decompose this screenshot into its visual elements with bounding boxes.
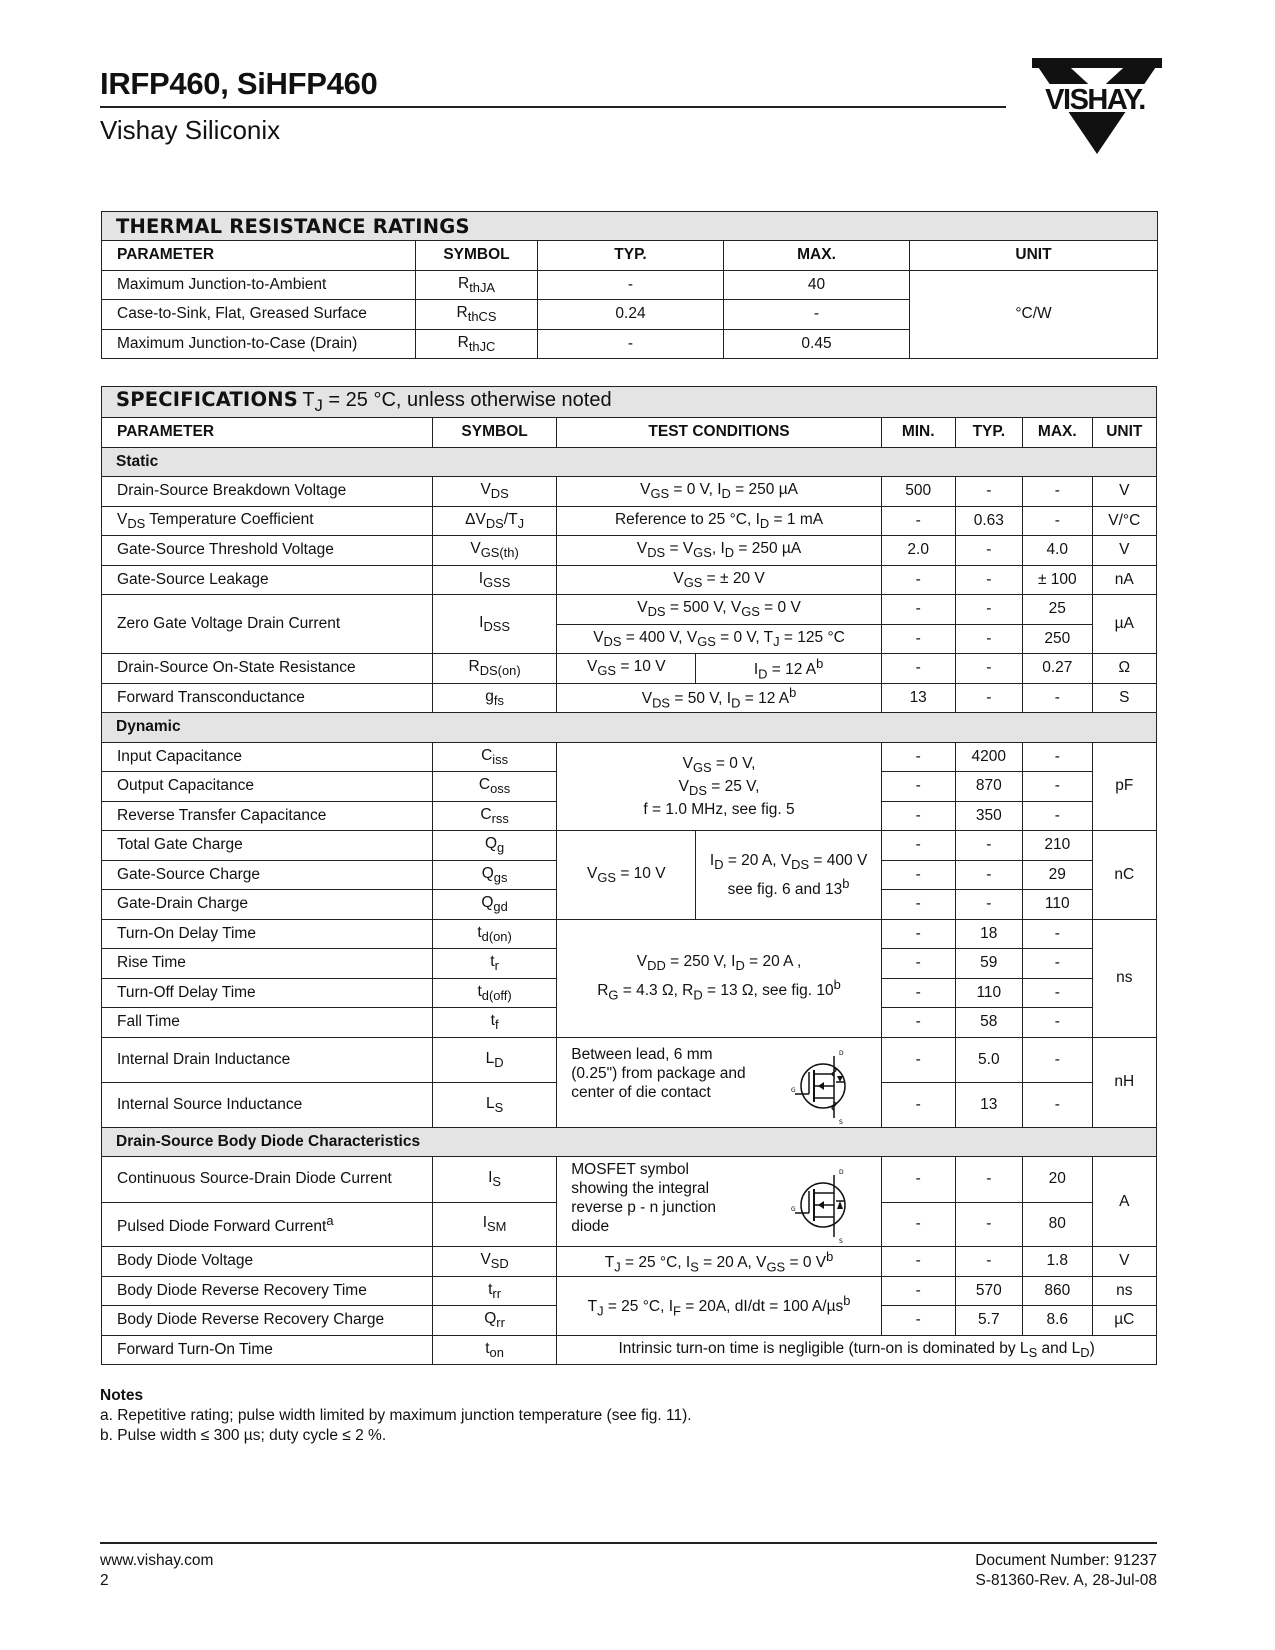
- symbol: $I_{GSS}$: [432, 565, 556, 595]
- test-condition: $I_D = 12$ $A^b$: [696, 654, 881, 684]
- table-row: Turn-On Delay Time $t_{d(on)}$ $V_{DD} = 250$ V, $I_D = 20$ A , $R_G = 4.3$ Ω, $R_D = 13$ Ω, see fig. 10$^b$ - 18 - ns: [102, 919, 1157, 949]
- symbol: $g_{fs}$: [432, 683, 556, 713]
- table-row: Continuous Source-Drain Diode Current $I_S$ MOSFET symbol showing the integral reverse p - n junction diode D G S - - 20 A: [102, 1157, 1157, 1203]
- table-row: Forward Transconductance $g_{fs}$ $V_{DS} = 50$ V, $I_D = 12$ $A^b$ 13 - - S: [102, 683, 1157, 713]
- symbol: $t_f$: [432, 1008, 556, 1038]
- table-row: Gate-Drain Charge $Q_{gd}$ - - 110: [102, 890, 1157, 920]
- col-typ: TYP.: [955, 418, 1022, 448]
- revision: S-81360-Rev. A, 28-Jul-08: [975, 1572, 1157, 1589]
- symbol: $C_{oss}$: [432, 772, 556, 802]
- page-subtitle: Vishay Siliconix: [100, 115, 281, 145]
- mosfet-symbol-icon: [789, 1046, 853, 1126]
- footer-left: [100, 1551, 213, 1591]
- table-row: Pulsed Diode Forward Current$^a$ $I_{SM}$ - - 80: [102, 1202, 1157, 1247]
- specifications-table: [101, 386, 1157, 1365]
- table-row: Turn-Off Delay Time $t_{d(off)}$ - 110 -: [102, 978, 1157, 1008]
- mosfet-diode-symbol-icon: [789, 1165, 853, 1245]
- symbol: $Q_{gs}$: [432, 860, 556, 890]
- document-number: Document Number: 91237: [975, 1552, 1157, 1569]
- table-row: Drain-Source Breakdown Voltage $V_{DS}$ $V_{GS} = 0$ V, $I_D = 250$ µA 500 - - V: [102, 477, 1157, 507]
- symbol: $I_S$: [432, 1157, 556, 1203]
- symbol: $V_{DS}$: [432, 477, 556, 507]
- symbol: $L_D$: [432, 1037, 556, 1083]
- symbol: $L_S$: [432, 1083, 556, 1128]
- table-row: Internal Source Inductance $L_S$ - 13 -: [102, 1083, 1157, 1128]
- section-static: Static: [102, 447, 1157, 477]
- symbol: $t_{d(off)}$: [432, 978, 556, 1008]
- table-row: Case-to-Sink, Flat, Greased Surface $R_{thCS}$ 0.24 -: [102, 300, 1158, 330]
- col-parameter: PARAMETER: [102, 241, 416, 271]
- note-b: b. Pulse width ≤ 300 µs; duty cycle ≤ 2 %.: [100, 1427, 387, 1444]
- table-row: Body Diode Reverse Recovery Time $t_{rr}$ $T_J = 25$ °C, $I_F = 20A$, dI/dt = 100 A/µs$^b$ - 570 860 ns: [102, 1276, 1157, 1306]
- col-max: MAX.: [1023, 418, 1093, 448]
- symbol: $Q_{gd}$: [432, 890, 556, 920]
- vishay-logo: [1032, 58, 1162, 162]
- notes-title: Notes: [100, 1387, 144, 1404]
- table-row: Internal Drain Inductance $L_D$ Between lead, 6 mm (0.25") from package and center of die contact D G S - 5.0 - nH: [102, 1037, 1157, 1083]
- test-condition: $T_J = 25$ °C, $I_F = 20A$, dI/dt = 100 A/µs$^b$: [557, 1276, 882, 1335]
- table-row: Body Diode Reverse Recovery Charge $Q_{rr}$ - 5.7 8.6 µC: [102, 1306, 1157, 1336]
- test-condition: $V_{GS} = 10$ V: [557, 831, 696, 920]
- col-symbol: SYMBOL: [416, 241, 538, 271]
- test-condition: $V_{DD} = 250$ V, $I_D = 20$ A , $R_G = 4.3$ Ω, $R_D = 13$ Ω, see fig. 10$^b$: [557, 919, 882, 1037]
- test-condition: Intrinsic turn-on time is negligible (turn-on is dominated by $L_S$ and $L_D$): [557, 1335, 1157, 1365]
- section-dynamic: Dynamic: [102, 713, 1157, 743]
- symbol: $R_{thCS}$: [416, 300, 538, 330]
- symbol: $t_{rr}$: [432, 1276, 556, 1306]
- col-max: MAX.: [724, 241, 910, 271]
- thermal-resistance-table: [101, 211, 1158, 359]
- symbol: $I_{DSS}$: [432, 595, 556, 654]
- table-row: $V_{DS} = 400$ V, $V_{GS} = 0$ V, $T_J = 125$ °C - - 250: [102, 624, 1157, 654]
- page-title: IRFP460, SiHFP460: [100, 66, 378, 101]
- section-diode: Drain-Source Body Diode Characteristics: [102, 1127, 1157, 1157]
- test-condition: $V_{DS} = 50$ V, $I_D = 12$ $A^b$: [557, 683, 882, 713]
- svg-text:S: S: [838, 1118, 843, 1126]
- svg-text:D: D: [838, 1049, 844, 1057]
- symbol: $Q_{rr}$: [432, 1306, 556, 1336]
- table-row: Maximum Junction-to-Case (Drain) $R_{thJC}$ - 0.45: [102, 329, 1158, 359]
- svg-text:D: D: [838, 1169, 844, 1176]
- col-typ: TYP.: [538, 241, 724, 271]
- symbol: $t_{d(on)}$: [432, 919, 556, 949]
- test-condition: $V_{DS} = V_{GS}$, $I_D = 250$ µA: [557, 536, 882, 566]
- svg-text:S: S: [838, 1238, 843, 1245]
- svg-text:G: G: [790, 1206, 796, 1213]
- symbol: $C_{iss}$: [432, 742, 556, 772]
- website-link[interactable]: www.vishay.com: [100, 1552, 214, 1569]
- table-row: Zero Gate Voltage Drain Current $I_{DSS}$ $V_{DS} = 500$ V, $V_{GS} = 0$ V - - 25 µA: [102, 595, 1157, 625]
- test-condition: $V_{DS} = 500$ V, $V_{GS} = 0$ V: [557, 595, 882, 625]
- col-parameter: PARAMETER: [102, 418, 433, 448]
- thermal-unit: °C/W: [910, 270, 1158, 359]
- test-condition: Reference to 25 °C, $I_D = 1$ mA: [557, 506, 882, 536]
- test-condition: Between lead, 6 mm (0.25") from package and center of die contact D G S: [557, 1037, 882, 1127]
- test-condition: $V_{GS} = 10$ V: [557, 654, 696, 684]
- specs-title: SPECIFICATIONS: [116, 388, 298, 411]
- test-condition: $V_{DS} = 400$ V, $V_{GS} = 0$ V, $T_J = 125$ °C: [557, 624, 882, 654]
- table-row: Fall Time $t_f$ - 58 -: [102, 1008, 1157, 1038]
- logo-text: VISHAY.: [1045, 84, 1145, 116]
- test-condition: $V_{GS} = 0$ V, $V_{DS} = 25$ V, f = 1.0 MHz, see fig. 5: [557, 742, 882, 831]
- table-row: Output Capacitance $C_{oss}$ - 870 -: [102, 772, 1157, 802]
- table-row: Gate-Source Threshold Voltage $V_{GS(th)}$ $V_{DS} = V_{GS}$, $I_D = 250$ µA 2.0 - 4.0 V: [102, 536, 1157, 566]
- svg-text:G: G: [790, 1086, 796, 1094]
- table-row: Forward Turn-On Time $t_{on}$ Intrinsic turn-on time is negligible (turn-on is dominated by $L_S$ and $L_D$): [102, 1335, 1157, 1365]
- title-rule: [100, 106, 1006, 108]
- symbol: $I_{SM}$: [432, 1202, 556, 1247]
- symbol: $t_{on}$: [432, 1335, 556, 1365]
- symbol: $R_{DS(on)}$: [432, 654, 556, 684]
- table-row: Reverse Transfer Capacitance $C_{rss}$ - 350 -: [102, 801, 1157, 831]
- symbol: $R_{thJC}$: [416, 329, 538, 359]
- table-row: Gate-Source Charge $Q_{gs}$ - - 29: [102, 860, 1157, 890]
- table-row: Rise Time $t_r$ - 59 -: [102, 949, 1157, 979]
- table-row: Drain-Source On-State Resistance $R_{DS(on)}$ $V_{GS} = 10$ V $I_D = 12$ $A^b$ - - 0.27 Ω: [102, 654, 1157, 684]
- page-number: 2: [100, 1572, 109, 1589]
- symbol: $t_r$: [432, 949, 556, 979]
- footer-right: [975, 1551, 1157, 1591]
- test-condition: MOSFET symbol showing the integral reverse p - n junction diode D G S: [557, 1157, 882, 1247]
- col-unit: UNIT: [1092, 418, 1156, 448]
- col-min: MIN.: [881, 418, 955, 448]
- test-condition: $I_D = 20$ A, $V_{DS} = 400$ V see fig. 6 and 13$^b$: [696, 831, 881, 920]
- symbol: $V_{SD}$: [432, 1247, 556, 1277]
- symbol: $V_{GS(th)}$: [432, 536, 556, 566]
- notes: [100, 1386, 692, 1446]
- test-condition: $V_{GS} = 0$ V, $I_D = 250$ µA: [557, 477, 882, 507]
- footer-rule: [100, 1542, 1157, 1544]
- thermal-title: THERMAL RESISTANCE RATINGS: [116, 214, 470, 238]
- note-a: a. Repetitive rating; pulse width limited by maximum junction temperature (see fig. 11).: [100, 1407, 692, 1424]
- test-condition: $V_{GS}$ = ± 20 V: [557, 565, 882, 595]
- symbol: $Q_g$: [432, 831, 556, 861]
- symbol: $\Delta V_{DS}/T_J$: [432, 506, 556, 536]
- table-row: Total Gate Charge $Q_g$ $V_{GS} = 10$ V $I_D = 20$ A, $V_{DS} = 400$ V see fig. 6 and 13$^b$ - - 210 nC: [102, 831, 1157, 861]
- symbol: $C_{rss}$: [432, 801, 556, 831]
- table-row: Body Diode Voltage $V_{SD}$ $T_J = 25$ °C, $I_S = 20$ A, $V_{GS} = 0$ $V^b$ - - 1.8 V: [102, 1247, 1157, 1277]
- table-row: Input Capacitance $C_{iss}$ $V_{GS} = 0$ V, $V_{DS} = 25$ V, f = 1.0 MHz, see fig. 5 - 4200 - pF: [102, 742, 1157, 772]
- table-row: Gate-Source Leakage $I_{GSS}$ $V_{GS}$ = ± 20 V - - ± 100 nA: [102, 565, 1157, 595]
- table-row: $V_{DS}$ Temperature Coefficient $\Delta V_{DS}/T_J$ Reference to 25 °C, $I_D = 1$ mA - 0.63 - V/°C: [102, 506, 1157, 536]
- table-row: Maximum Junction-to-Ambient $R_{thJA}$ - 40 °C/W: [102, 270, 1158, 300]
- col-test-conditions: TEST CONDITIONS: [557, 418, 882, 448]
- test-condition: $T_J = 25$ °C, $I_S = 20$ A, $V_{GS} = 0$ $V^b$: [557, 1247, 882, 1277]
- specs-condition: $T_J = 25$ °C, unless otherwise noted: [302, 389, 612, 415]
- symbol: $R_{thJA}$: [416, 270, 538, 300]
- col-unit: UNIT: [910, 241, 1158, 271]
- col-symbol: SYMBOL: [432, 418, 556, 448]
